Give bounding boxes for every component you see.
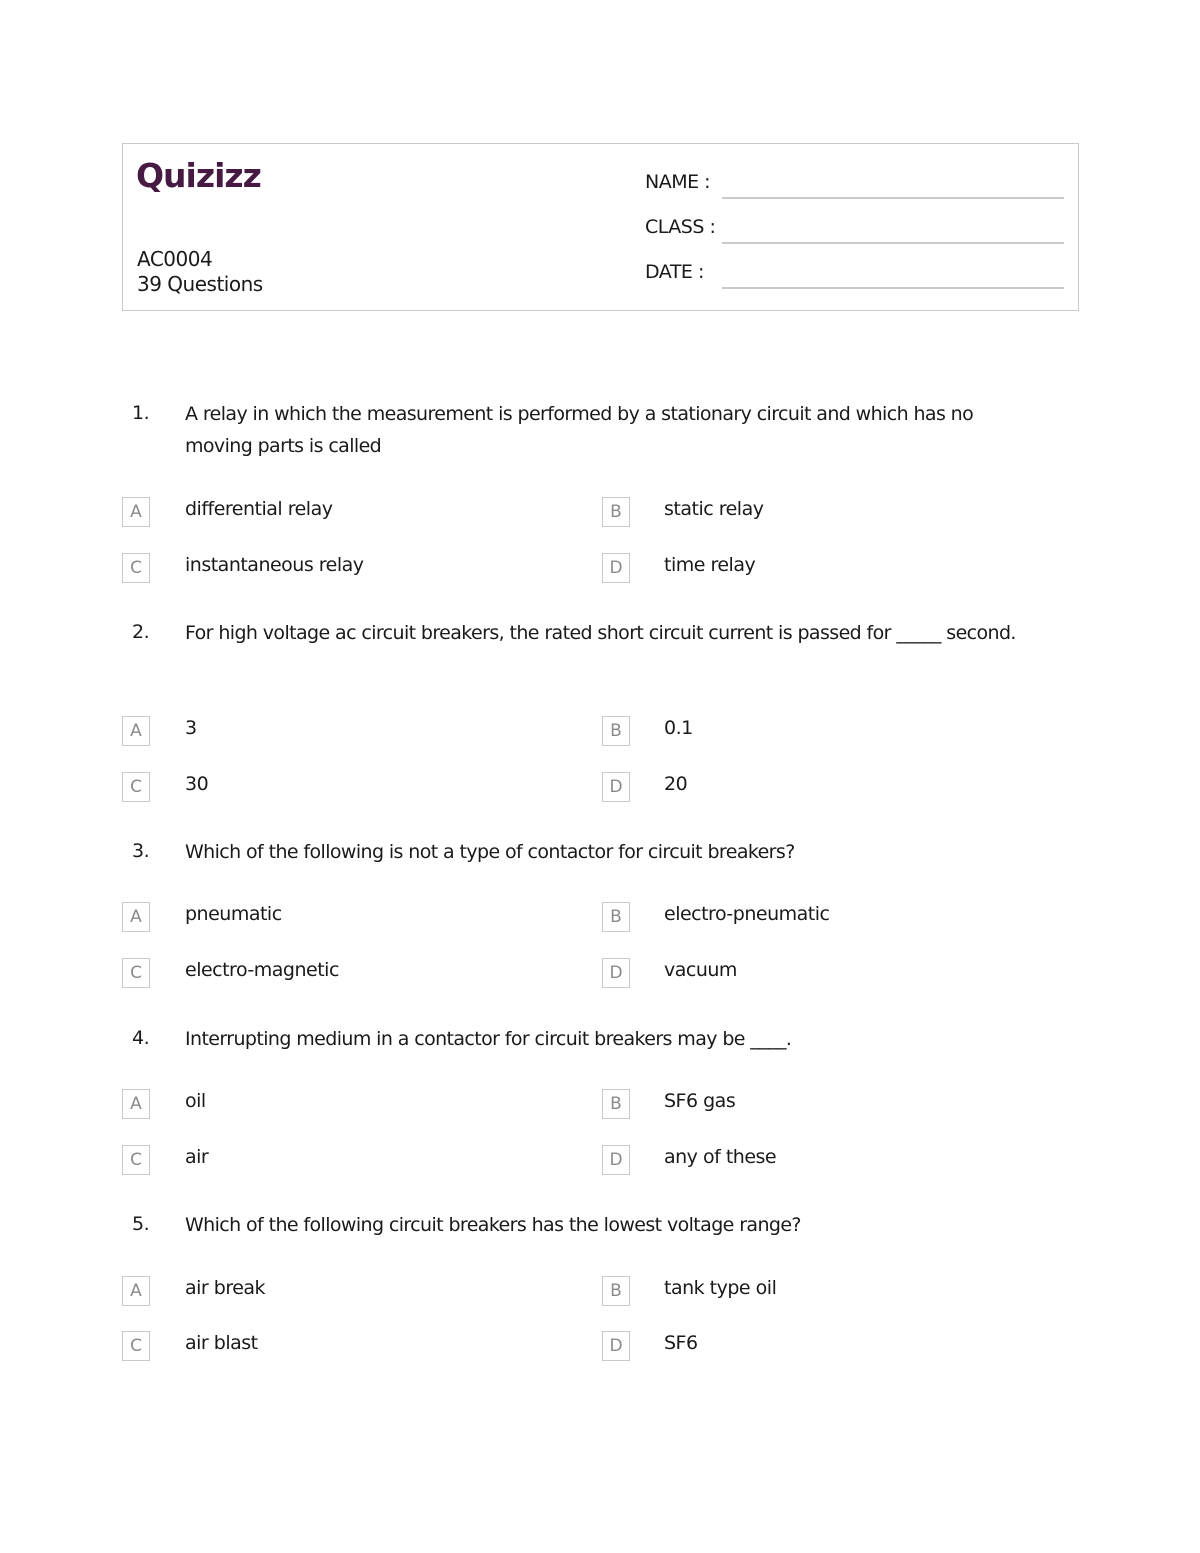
option-letter-box: C xyxy=(122,958,150,988)
option-text: 20 xyxy=(664,773,688,795)
question-text: Which of the following circuit breakers has the lowest voltage range? xyxy=(185,1214,801,1236)
quiz-code: AC0004 xyxy=(137,247,213,271)
class-field[interactable] xyxy=(722,242,1064,244)
question-text: A relay in which the measurement is performed by a stationary circuit and which has no moving parts is called xyxy=(185,403,974,457)
name-label: NAME : xyxy=(645,171,711,193)
question-number: 4. xyxy=(132,1027,150,1049)
option-text: air xyxy=(185,1146,209,1168)
option-letter-box: A xyxy=(122,716,150,746)
option-letter-box: B xyxy=(602,1089,630,1119)
option-text: SF6 gas xyxy=(664,1090,736,1112)
option-text: air blast xyxy=(185,1332,258,1354)
question-number: 1. xyxy=(132,402,150,424)
option-text: instantaneous relay xyxy=(185,554,364,576)
option-letter-box: C xyxy=(122,1145,150,1175)
option-letter-box: D xyxy=(602,958,630,988)
option-letter-box: A xyxy=(122,902,150,932)
question-text: For high voltage ac circuit breakers, the rated short circuit current is passed for _____ second. xyxy=(185,622,1016,644)
question-text: Interrupting medium in a contactor for circuit breakers may be ____. xyxy=(185,1028,792,1050)
option-letter-box: A xyxy=(122,497,150,527)
question-count: 39 Questions xyxy=(137,272,263,296)
option-letter-box: D xyxy=(602,1145,630,1175)
question-number: 3. xyxy=(132,840,150,862)
option-letter-box: C xyxy=(122,1331,150,1361)
option-text: oil xyxy=(185,1090,206,1112)
option-text: 30 xyxy=(185,773,209,795)
class-label: CLASS : xyxy=(645,216,716,238)
date-label: DATE : xyxy=(645,261,704,283)
option-letter-box: C xyxy=(122,772,150,802)
option-text: electro-magnetic xyxy=(185,959,339,981)
option-letter-box: C xyxy=(122,553,150,583)
option-letter-box: A xyxy=(122,1276,150,1306)
option-letter-box: D xyxy=(602,553,630,583)
option-letter-box: B xyxy=(602,1276,630,1306)
option-letter-box: A xyxy=(122,1089,150,1119)
option-text: differential relay xyxy=(185,498,333,520)
option-text: electro-pneumatic xyxy=(664,903,830,925)
option-text: static relay xyxy=(664,498,764,520)
option-letter-box: D xyxy=(602,772,630,802)
option-text: 3 xyxy=(185,717,197,739)
option-text: 0.1 xyxy=(664,717,693,739)
option-text: tank type oil xyxy=(664,1277,777,1299)
worksheet-header xyxy=(122,143,1079,311)
question-number: 2. xyxy=(132,621,150,643)
option-letter-box: D xyxy=(602,1331,630,1361)
option-text: SF6 xyxy=(664,1332,698,1354)
date-field[interactable] xyxy=(722,287,1064,289)
quizizz-logo: Quizizz xyxy=(136,156,261,195)
option-letter-box: B xyxy=(602,497,630,527)
option-letter-box: B xyxy=(602,902,630,932)
option-text: any of these xyxy=(664,1146,777,1168)
question-text: Which of the following is not a type of contactor for circuit breakers? xyxy=(185,841,795,863)
name-field[interactable] xyxy=(722,197,1064,199)
option-text: vacuum xyxy=(664,959,737,981)
question-number: 5. xyxy=(132,1213,150,1235)
option-letter-box: B xyxy=(602,716,630,746)
option-text: pneumatic xyxy=(185,903,282,925)
option-text: time relay xyxy=(664,554,756,576)
option-text: air break xyxy=(185,1277,266,1299)
